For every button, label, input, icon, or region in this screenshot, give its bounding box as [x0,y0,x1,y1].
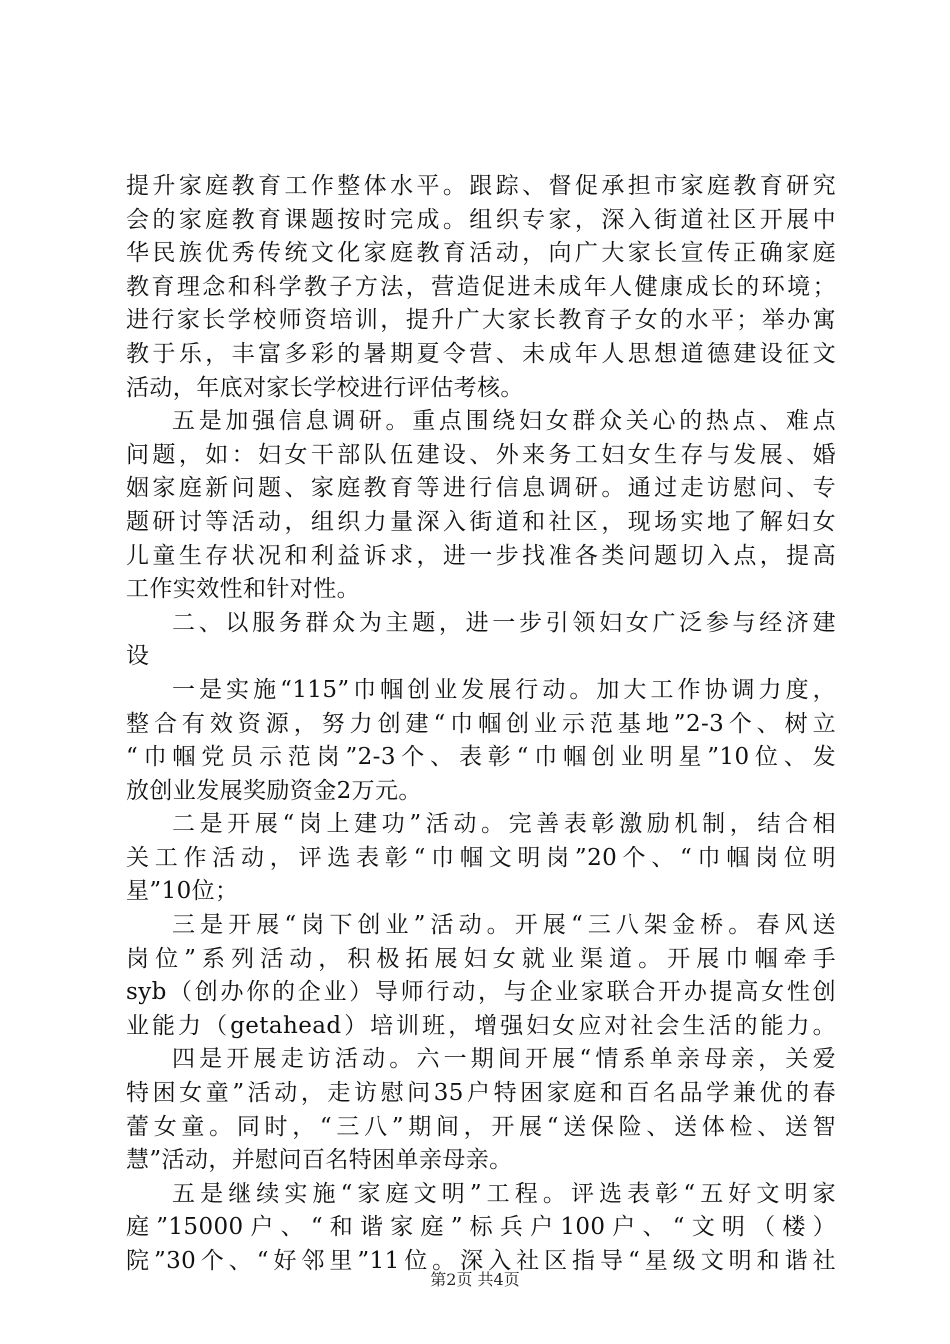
text-line: 设 [126,643,150,670]
text-line: 庭”15000户、“和谐家庭”标兵户100户、“文明（楼） [126,1214,836,1241]
text-line: “巾帼党员示范岗”2-3个、表彰“巾帼创业明星”10位、发 [126,744,836,771]
text-line: 放创业发展奖励资金2万元。 [126,777,422,804]
text-line: 儿童生存状况和利益诉求，进一步找准各类问题切入点，提高 [126,542,836,569]
document-body [126,170,836,1279]
text-line: 活动，年底对家长学校进行评估考核。 [126,374,524,401]
text-line: 五是加强信息调研。重点围绕妇女群众关心的热点、难点 [172,408,836,435]
text-line: 院”30个、“好邻里”11位。深入社区指导“星级文明和谐社 [126,1248,836,1274]
page-footer: 第2页 共4页 [430,1270,520,1289]
text-line: 星”10位； [126,878,239,905]
text-line: 工作实效性和针对性。 [126,576,360,603]
text-line: 关工作活动，评选表彰“巾帼文明岗”20个、“巾帼岗位明 [126,844,836,871]
text-line: 三是开展“岗下创业”活动。开展“三八架金桥。春风送 [172,912,836,939]
text-line: 二是开展“岗上建功”活动。完善表彰激励机制，结合相 [172,811,836,838]
text-line: 提升家庭教育工作整体水平。跟踪、督促承担市家庭教育研究 [126,173,836,199]
text-line: 特困女童”活动，走访慰问35户特困家庭和百名品学兼优的春 [126,1080,836,1107]
text-line: 姻家庭新问题、家庭教育等进行信息调研。通过走访慰问、专 [126,475,836,502]
text-line: 二、以服务群众为主题，进一步引领妇女广泛参与经济建 [172,609,836,636]
text-line: 教于乐，丰富多彩的暑期夏令营、未成年人思想道德建设征文 [126,340,836,367]
text-line: 会的家庭教育课题按时完成。组织专家，深入街道社区开展中 [126,206,836,233]
text-line: 问题，如：妇女干部队伍建设、外来务工妇女生存与发展、婚 [126,441,836,468]
text-line: 四是开展走访活动。六一期间开展“情系单亲母亲，关爱 [172,1046,836,1073]
text-line: 进行家长学校师资培训，提升广大家长教育子女的水平；举办寓 [126,307,836,334]
text-line: 华民族优秀传统文化家庭教育活动，向广大家长宣传正确家庭 [126,240,836,267]
text-line: 一是实施“115”巾帼创业发展行动。加大工作协调力度， [172,676,836,703]
text-line: 蕾女童。同时，“三八”期间，开展“送保险、送体检、送智 [126,1113,836,1140]
text-line: 整合有效资源，努力创建“巾帼创业示范基地”2-3个、树立 [126,710,836,737]
text-line: 岗位”系列活动，积极拓展妇女就业渠道。开展巾帼牵手 [126,945,836,972]
text-line: 业能力（getahead）培训班，增强妇女应对社会生活的能力。 [126,1012,836,1039]
text-line: syb（创办你的企业）导师行动，与企业家联合开办提高女性创 [126,979,836,1006]
text-line: 教育理念和科学教子方法，营造促进未成年人健康成长的环境； [126,273,836,300]
text-line: 五是继续实施“家庭文明”工程。评选表彰“五好文明家 [172,1180,836,1207]
text-line: 慧”活动，并慰问百名特困单亲母亲。 [126,1147,513,1174]
text-line: 题研讨等活动，组织力量深入街道和社区，现场实地了解妇女 [126,508,836,535]
